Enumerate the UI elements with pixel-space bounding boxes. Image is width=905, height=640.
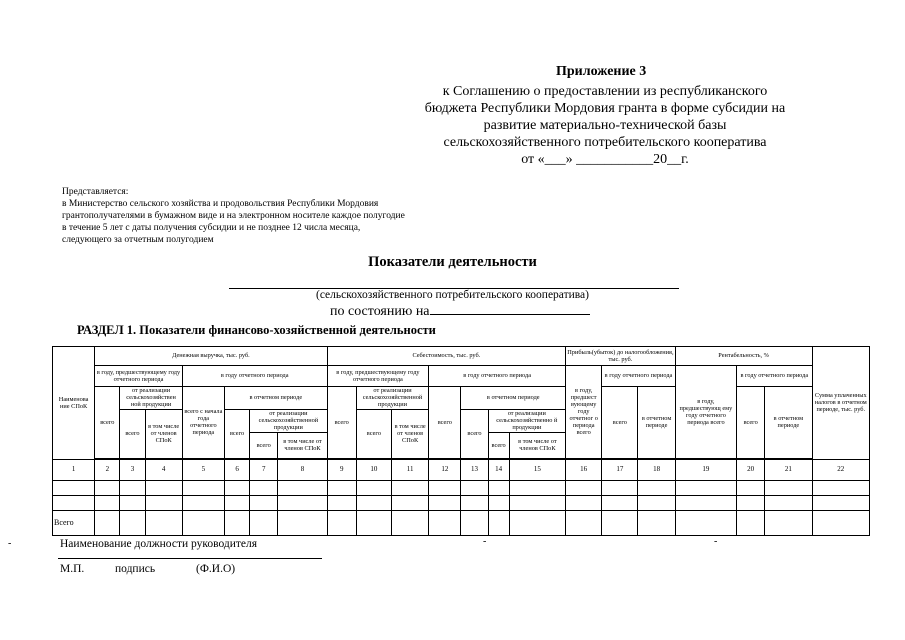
col-header-total: всего (225, 409, 250, 458)
col-header-rent-report-year: в году отчетного периода (737, 365, 812, 386)
table-cell[interactable] (250, 480, 278, 496)
table-cell[interactable] (392, 510, 429, 535)
col-header-total: всего (429, 386, 461, 458)
col-header-total: всего (461, 409, 488, 458)
col-header-in-period: в отчетном периоде (765, 386, 812, 458)
table-cell[interactable] (278, 496, 327, 511)
col-number: 12 (429, 459, 461, 480)
table-cell[interactable] (356, 496, 391, 511)
as-of-date (330, 302, 590, 320)
table-cell[interactable] (509, 480, 565, 496)
table-cell[interactable] (392, 480, 429, 496)
col-header-taxes: Сумма уплаченных налогов в отчетном периоде, тыс. руб. (812, 347, 869, 460)
col-number: 20 (737, 459, 765, 480)
table-cell[interactable] (509, 510, 565, 535)
col-number: 15 (509, 459, 565, 480)
col-number: 5 (182, 459, 224, 480)
col-header-incl-members: в том числе от членов СПоК (278, 432, 327, 458)
col-header-total: всего (95, 386, 120, 458)
col-header-in-period: в отчетном периоде (461, 386, 566, 409)
table-cell[interactable] (566, 480, 602, 496)
table-cell[interactable] (638, 480, 675, 496)
table-cell[interactable] (737, 510, 765, 535)
as-of-blank (430, 302, 590, 315)
col-number: 2 (95, 459, 120, 480)
col-header-revenue-report-year: в году отчетного периода (182, 365, 327, 386)
appendix-line-4: сельскохозяйственного потребительского кооператива (443, 135, 767, 150)
col-number: 7 (250, 459, 278, 480)
col-number: 1 (53, 459, 95, 480)
full-name-label: (Ф.И.О) (196, 563, 236, 575)
col-header-from-sales: от реализации сельскохозяйственной продукции (356, 386, 428, 409)
appendix-title: Приложение 3 (556, 64, 647, 79)
col-header-total: всего (250, 432, 278, 458)
col-header-from-sales: от реализации сельскохозяйственно й продукции (488, 409, 566, 432)
table-cell[interactable] (53, 496, 95, 511)
table-cell[interactable] (182, 510, 224, 535)
table-cell[interactable] (429, 510, 461, 535)
col-number: 9 (327, 459, 356, 480)
table-cell[interactable] (812, 510, 869, 535)
table-cell[interactable] (250, 510, 278, 535)
col-number: 22 (812, 459, 869, 480)
table-cell[interactable] (488, 480, 509, 496)
col-header-cost: Себестоимость, тыс. руб. (327, 347, 565, 366)
table-cell[interactable] (327, 496, 356, 511)
appendix-line-2: бюджета Республики Мордовия гранта в форме субсидии на (424, 101, 786, 116)
appendix-date-line: от «___» ___________20__г. (521, 152, 689, 167)
col-header-incl-members: в том числе от членов СПоК (145, 409, 182, 458)
submission-line: следующего за отчетным полугодием (62, 235, 214, 245)
submission-line: грантополучателями в бумажном виде и на электронном носителе каждое полугодие (62, 211, 405, 221)
col-number: 18 (638, 459, 675, 480)
table-cell[interactable] (53, 480, 95, 496)
col-header-total: всего (327, 386, 356, 458)
footer-dash: - (714, 536, 718, 547)
footer-dash: - (8, 538, 12, 549)
col-header-from-sales: от реализации сельскохозяйствен ной продукции (120, 386, 182, 409)
col-number: 17 (602, 459, 638, 480)
col-number: 16 (566, 459, 602, 480)
col-number: 14 (488, 459, 509, 480)
table-cell[interactable] (765, 480, 812, 496)
col-header-incl-members: в том числе от членов СПоК (509, 432, 565, 458)
table-cell[interactable] (812, 480, 869, 496)
table-cell[interactable] (488, 510, 509, 535)
table-row (53, 496, 870, 511)
table-cell[interactable] (278, 510, 327, 535)
table-cell[interactable] (327, 510, 356, 535)
table-cell[interactable] (278, 480, 327, 496)
col-header-profit-prev-year: в году, предшест вующему году отчетног о периода всего (566, 365, 602, 458)
table-cell[interactable] (638, 510, 675, 535)
col-header-profit-report-year: в году отчетного периода (602, 365, 675, 386)
col-header-revenue: Денежная выручка, тыс. руб. (95, 347, 327, 366)
table-cell[interactable] (225, 480, 250, 496)
col-number: 4 (145, 459, 182, 480)
col-header-rent-prev-year: в году, предшествующ ему году отчетного периода всего (675, 365, 736, 458)
table-cell[interactable] (461, 480, 488, 496)
col-number: 21 (765, 459, 812, 480)
table-cell[interactable] (461, 496, 488, 511)
col-header-total: всего (737, 386, 765, 458)
table-cell[interactable] (250, 496, 278, 511)
page-title: Показатели деятельности (368, 254, 537, 270)
table-cell[interactable] (765, 496, 812, 511)
table-cell[interactable] (356, 510, 391, 535)
table-cell[interactable] (120, 496, 145, 511)
table-cell[interactable] (145, 480, 182, 496)
table-cell[interactable] (95, 496, 120, 511)
table-cell[interactable] (675, 480, 736, 496)
col-number: 19 (675, 459, 736, 480)
table-cell[interactable] (182, 496, 224, 511)
table-row (53, 480, 870, 496)
col-number: 11 (392, 459, 429, 480)
col-number: 8 (278, 459, 327, 480)
table-cell[interactable] (602, 496, 638, 511)
submission-line: Представляется: (62, 187, 129, 197)
col-header-total: всего (120, 409, 145, 458)
table-cell[interactable] (225, 496, 250, 511)
table-cell[interactable] (638, 496, 675, 511)
signature-label: подпись (115, 563, 156, 575)
table-cell[interactable] (120, 510, 145, 535)
table-cell[interactable] (812, 496, 869, 511)
total-row-label: Всего (53, 510, 95, 535)
col-header-cost-report-year: в году отчетного периода (429, 365, 566, 386)
col-number: 6 (225, 459, 250, 480)
section-title: РАЗДЕЛ 1. Показатели финансово-хозяйственной деятельности (77, 323, 436, 337)
table-cell[interactable] (461, 510, 488, 535)
table-cell[interactable] (675, 510, 736, 535)
table-cell[interactable] (392, 496, 429, 511)
col-number: 13 (461, 459, 488, 480)
table-cell[interactable] (327, 480, 356, 496)
table-cell[interactable] (429, 480, 461, 496)
col-number: 10 (356, 459, 391, 480)
col-header-in-period: в отчетном периоде (638, 386, 675, 458)
footer-dash: - (483, 536, 487, 547)
table-cell[interactable] (225, 510, 250, 535)
col-header-from-sales: от реализации сельскохозяйственной продукции (250, 409, 327, 432)
table-cell[interactable] (145, 496, 182, 511)
table-cell[interactable] (356, 480, 391, 496)
col-header-in-period: в отчетном периоде (225, 386, 328, 409)
col-header-revenue-prev-year: в году, предшествующему году отчетного периода (95, 365, 183, 386)
table-cell[interactable] (95, 510, 120, 535)
table-cell[interactable] (120, 480, 145, 496)
stamp-label: М.П. (60, 563, 85, 575)
table-cell[interactable] (566, 496, 602, 511)
col-header-total: всего (356, 409, 391, 458)
col-header-total: всего (602, 386, 638, 458)
table-cell[interactable] (509, 496, 565, 511)
col-header-name: Наименова ние СПоК (53, 347, 95, 460)
col-header-profitability: Рентабельность, % (675, 347, 812, 366)
submission-note (62, 186, 405, 246)
table-cell[interactable] (602, 480, 638, 496)
table-cell[interactable] (737, 480, 765, 496)
col-header-total: всего (488, 432, 509, 458)
col-header-cost-prev-year: в году, предшествующему году отчетного периода (327, 365, 429, 386)
submission-line: в течение 5 лет с даты получения субсидии и не позднее 12 числа месяца, (62, 223, 361, 233)
col-header-profit: Прибыль(убыток) до налогообложения, тыс. руб. (566, 347, 676, 366)
table-cell[interactable] (429, 496, 461, 511)
appendix-line-3: развитие материально-технической базы (483, 118, 727, 133)
as-of-label: по состоянию на (330, 304, 430, 319)
col-number: 3 (120, 459, 145, 480)
submission-line: в Министерство сельского хозяйства и продовольствия Республики Мордовия (62, 199, 379, 209)
total-row (53, 510, 870, 535)
performance-table (52, 346, 870, 536)
table-cell[interactable] (765, 510, 812, 535)
table-cell[interactable] (602, 510, 638, 535)
col-header-since-start: всего с начала года отчетного периода (182, 386, 224, 458)
head-position-label: Наименование должности руководителя (60, 538, 258, 550)
table-cell[interactable] (488, 496, 509, 511)
table-cell[interactable] (737, 496, 765, 511)
table-cell[interactable] (95, 480, 120, 496)
appendix-line-1: к Соглашению о предоставлении из республиканского (442, 84, 768, 99)
table-cell[interactable] (145, 510, 182, 535)
coop-caption: (сельскохозяйственного потребительского кооператива) (315, 289, 589, 301)
table-cell[interactable] (675, 496, 736, 511)
col-header-incl-members: в том числе от членов СПоК (392, 409, 429, 458)
signature-underline (58, 558, 322, 559)
table-cell[interactable] (182, 480, 224, 496)
table-cell[interactable] (566, 510, 602, 535)
